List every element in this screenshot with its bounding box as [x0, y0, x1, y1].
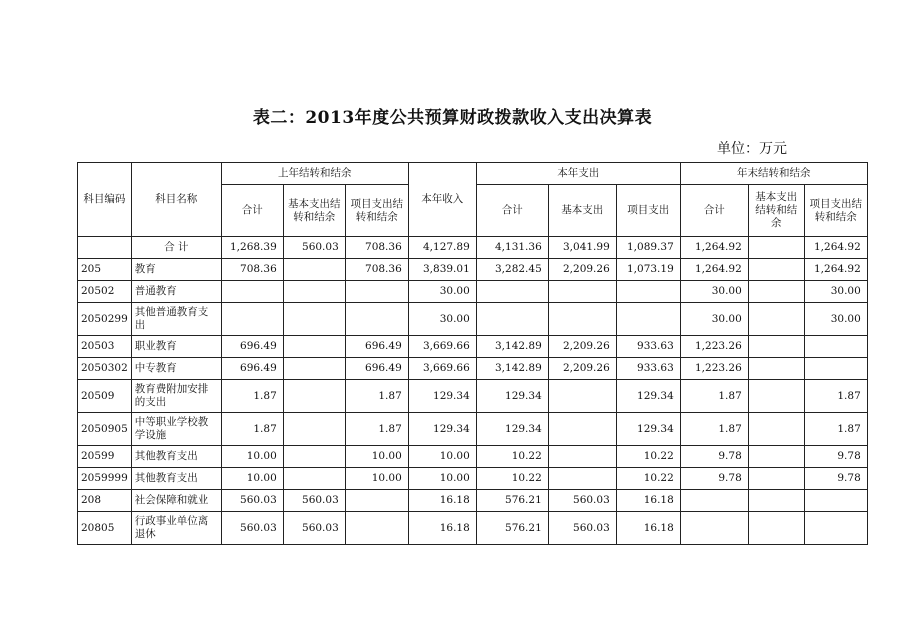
cell-value: 9.78 [804, 468, 867, 490]
cell-value: 1.87 [680, 413, 748, 446]
cell-value: 129.34 [616, 413, 680, 446]
header-prev-project: 项目支出结转和结余 [345, 185, 408, 237]
cell-value: 16.18 [616, 512, 680, 545]
cell-value: 3,142.89 [476, 336, 548, 358]
table-row [78, 281, 868, 303]
cell-value [680, 512, 748, 545]
cell-value: 1,223.26 [680, 358, 748, 380]
cell-code: 20503 [78, 336, 132, 358]
cell-value [748, 237, 804, 259]
cell-value: 16.18 [616, 490, 680, 512]
cell-value [548, 380, 616, 413]
cell-value [804, 336, 867, 358]
cell-value: 10.22 [476, 446, 548, 468]
cell-value: 9.78 [680, 446, 748, 468]
cell-value [283, 281, 345, 303]
header-prev-total: 合计 [221, 185, 283, 237]
cell-value: 696.49 [345, 358, 408, 380]
table-row [78, 259, 868, 281]
header-prev-basic: 基本支出结转和结余 [283, 185, 345, 237]
cell-name: 中等职业学校教学设施 [131, 413, 221, 446]
cell-value: 560.03 [548, 490, 616, 512]
cell-value [804, 512, 867, 545]
cell-value [283, 358, 345, 380]
table-row [78, 490, 868, 512]
cell-value: 2,209.26 [548, 259, 616, 281]
cell-value [748, 380, 804, 413]
header-exp-basic: 基本支出 [548, 185, 616, 237]
cell-value: 1.87 [680, 380, 748, 413]
header-end-group: 年末结转和结余 [680, 163, 867, 185]
cell-value [548, 446, 616, 468]
cell-value [548, 413, 616, 446]
cell-value: 16.18 [408, 512, 476, 545]
cell-value: 10.00 [221, 446, 283, 468]
cell-value: 1,073.19 [616, 259, 680, 281]
cell-value: 1.87 [221, 380, 283, 413]
cell-value: 3,041.99 [548, 237, 616, 259]
cell-value: 16.18 [408, 490, 476, 512]
cell-value: 10.22 [476, 468, 548, 490]
cell-value [748, 413, 804, 446]
cell-value: 1,089.37 [616, 237, 680, 259]
cell-value [221, 303, 283, 336]
header-end-project: 项目支出结转和结余 [804, 185, 867, 237]
cell-value: 576.21 [476, 490, 548, 512]
cell-value: 933.63 [616, 336, 680, 358]
cell-code: 2050302 [78, 358, 132, 380]
cell-value [748, 512, 804, 545]
cell-value: 9.78 [680, 468, 748, 490]
cell-value: 10.00 [345, 468, 408, 490]
header-prev-group: 上年结转和结余 [221, 163, 408, 185]
cell-value: 129.34 [408, 380, 476, 413]
cell-value [748, 490, 804, 512]
table-row [78, 358, 868, 380]
cell-value [345, 512, 408, 545]
cell-value: 696.49 [345, 336, 408, 358]
cell-value: 129.34 [476, 380, 548, 413]
cell-name: 其他普通教育支出 [131, 303, 221, 336]
cell-code: 20509 [78, 380, 132, 413]
cell-value [283, 413, 345, 446]
cell-value [345, 490, 408, 512]
cell-value: 1,223.26 [680, 336, 748, 358]
cell-name: 职业教育 [131, 336, 221, 358]
cell-name: 中专教育 [131, 358, 221, 380]
cell-value: 1.87 [345, 413, 408, 446]
cell-value: 10.00 [345, 446, 408, 468]
cell-value: 560.03 [548, 512, 616, 545]
cell-value: 560.03 [283, 490, 345, 512]
cell-value [476, 281, 548, 303]
cell-value: 560.03 [221, 512, 283, 545]
cell-value: 1.87 [345, 380, 408, 413]
cell-value [748, 446, 804, 468]
cell-code: 2059999 [78, 468, 132, 490]
cell-value [804, 358, 867, 380]
cell-name: 教育 [131, 259, 221, 281]
cell-value: 129.34 [616, 380, 680, 413]
cell-value: 1,264.92 [680, 259, 748, 281]
table-row [78, 336, 868, 358]
cell-code: 208 [78, 490, 132, 512]
cell-code: 20599 [78, 446, 132, 468]
table-row [78, 413, 868, 446]
cell-value [283, 336, 345, 358]
cell-value: 9.78 [804, 446, 867, 468]
unit-label: 单位：万元 [717, 141, 787, 157]
cell-value: 560.03 [221, 490, 283, 512]
cell-value [748, 281, 804, 303]
table-row [78, 380, 868, 413]
cell-value: 1,264.92 [804, 259, 867, 281]
cell-value [283, 468, 345, 490]
cell-value: 30.00 [804, 303, 867, 336]
cell-name: 行政事业单位离退休 [131, 512, 221, 545]
cell-value [548, 303, 616, 336]
table-row [78, 303, 868, 336]
cell-value: 3,839.01 [408, 259, 476, 281]
cell-value [748, 336, 804, 358]
cell-name: 合 计 [131, 237, 221, 259]
cell-value: 560.03 [283, 237, 345, 259]
cell-value: 30.00 [804, 281, 867, 303]
header-exp-project: 项目支出 [616, 185, 680, 237]
cell-value: 1,268.39 [221, 237, 283, 259]
header-end-total: 合计 [680, 185, 748, 237]
cell-value: 129.34 [408, 413, 476, 446]
header-exp-total: 合计 [476, 185, 548, 237]
cell-value [616, 281, 680, 303]
cell-value: 1.87 [804, 380, 867, 413]
cell-name: 其他教育支出 [131, 446, 221, 468]
table-row [78, 446, 868, 468]
cell-code: 20502 [78, 281, 132, 303]
cell-value: 560.03 [283, 512, 345, 545]
cell-name: 其他教育支出 [131, 468, 221, 490]
cell-value [548, 468, 616, 490]
header-income: 本年收入 [408, 163, 476, 237]
cell-value [283, 446, 345, 468]
cell-code: 205 [78, 259, 132, 281]
cell-value [804, 490, 867, 512]
cell-value: 1.87 [221, 413, 283, 446]
cell-code: 2050299 [78, 303, 132, 336]
cell-code: 20805 [78, 512, 132, 545]
cell-name: 社会保障和就业 [131, 490, 221, 512]
cell-value: 576.21 [476, 512, 548, 545]
cell-value: 10.00 [408, 446, 476, 468]
cell-value [476, 303, 548, 336]
header-name: 科目名称 [131, 163, 221, 237]
cell-value [221, 281, 283, 303]
cell-value [283, 303, 345, 336]
cell-value: 933.63 [616, 358, 680, 380]
cell-value: 4,127.89 [408, 237, 476, 259]
cell-code: 2050905 [78, 413, 132, 446]
cell-value: 1,264.92 [680, 237, 748, 259]
cell-value [283, 380, 345, 413]
cell-value: 10.22 [616, 446, 680, 468]
header-exp-group: 本年支出 [476, 163, 680, 185]
cell-value: 2,209.26 [548, 358, 616, 380]
cell-value [680, 490, 748, 512]
cell-name: 教育费附加安排的支出 [131, 380, 221, 413]
cell-value: 696.49 [221, 336, 283, 358]
cell-value: 1,264.92 [804, 237, 867, 259]
cell-value [345, 281, 408, 303]
budget-table [77, 162, 868, 545]
cell-name: 普通教育 [131, 281, 221, 303]
cell-value: 2,209.26 [548, 336, 616, 358]
cell-value [548, 281, 616, 303]
cell-value: 1.87 [804, 413, 867, 446]
cell-value [616, 303, 680, 336]
cell-value: 3,669.66 [408, 336, 476, 358]
cell-value [345, 303, 408, 336]
cell-value: 10.00 [221, 468, 283, 490]
cell-value: 708.36 [345, 259, 408, 281]
header-code: 科目编码 [78, 163, 132, 237]
table-row [78, 512, 868, 545]
cell-value [748, 468, 804, 490]
cell-value: 4,131.36 [476, 237, 548, 259]
cell-value: 708.36 [345, 237, 408, 259]
header-end-basic: 基本支出结转和结余 [748, 185, 804, 237]
cell-value [748, 303, 804, 336]
cell-value: 10.00 [408, 468, 476, 490]
table-row [78, 468, 868, 490]
cell-value: 696.49 [221, 358, 283, 380]
cell-code [78, 237, 132, 259]
cell-value: 3,142.89 [476, 358, 548, 380]
cell-value [748, 358, 804, 380]
table-row [78, 237, 868, 259]
page-title: 表二：2013年度公共预算财政拨款收入支出决算表 [252, 108, 653, 128]
cell-value: 30.00 [680, 281, 748, 303]
cell-value: 30.00 [408, 303, 476, 336]
cell-value [283, 259, 345, 281]
cell-value: 3,282.45 [476, 259, 548, 281]
cell-value: 10.22 [616, 468, 680, 490]
cell-value: 129.34 [476, 413, 548, 446]
cell-value: 3,669.66 [408, 358, 476, 380]
cell-value: 708.36 [221, 259, 283, 281]
cell-value: 30.00 [680, 303, 748, 336]
cell-value: 30.00 [408, 281, 476, 303]
cell-value [748, 259, 804, 281]
